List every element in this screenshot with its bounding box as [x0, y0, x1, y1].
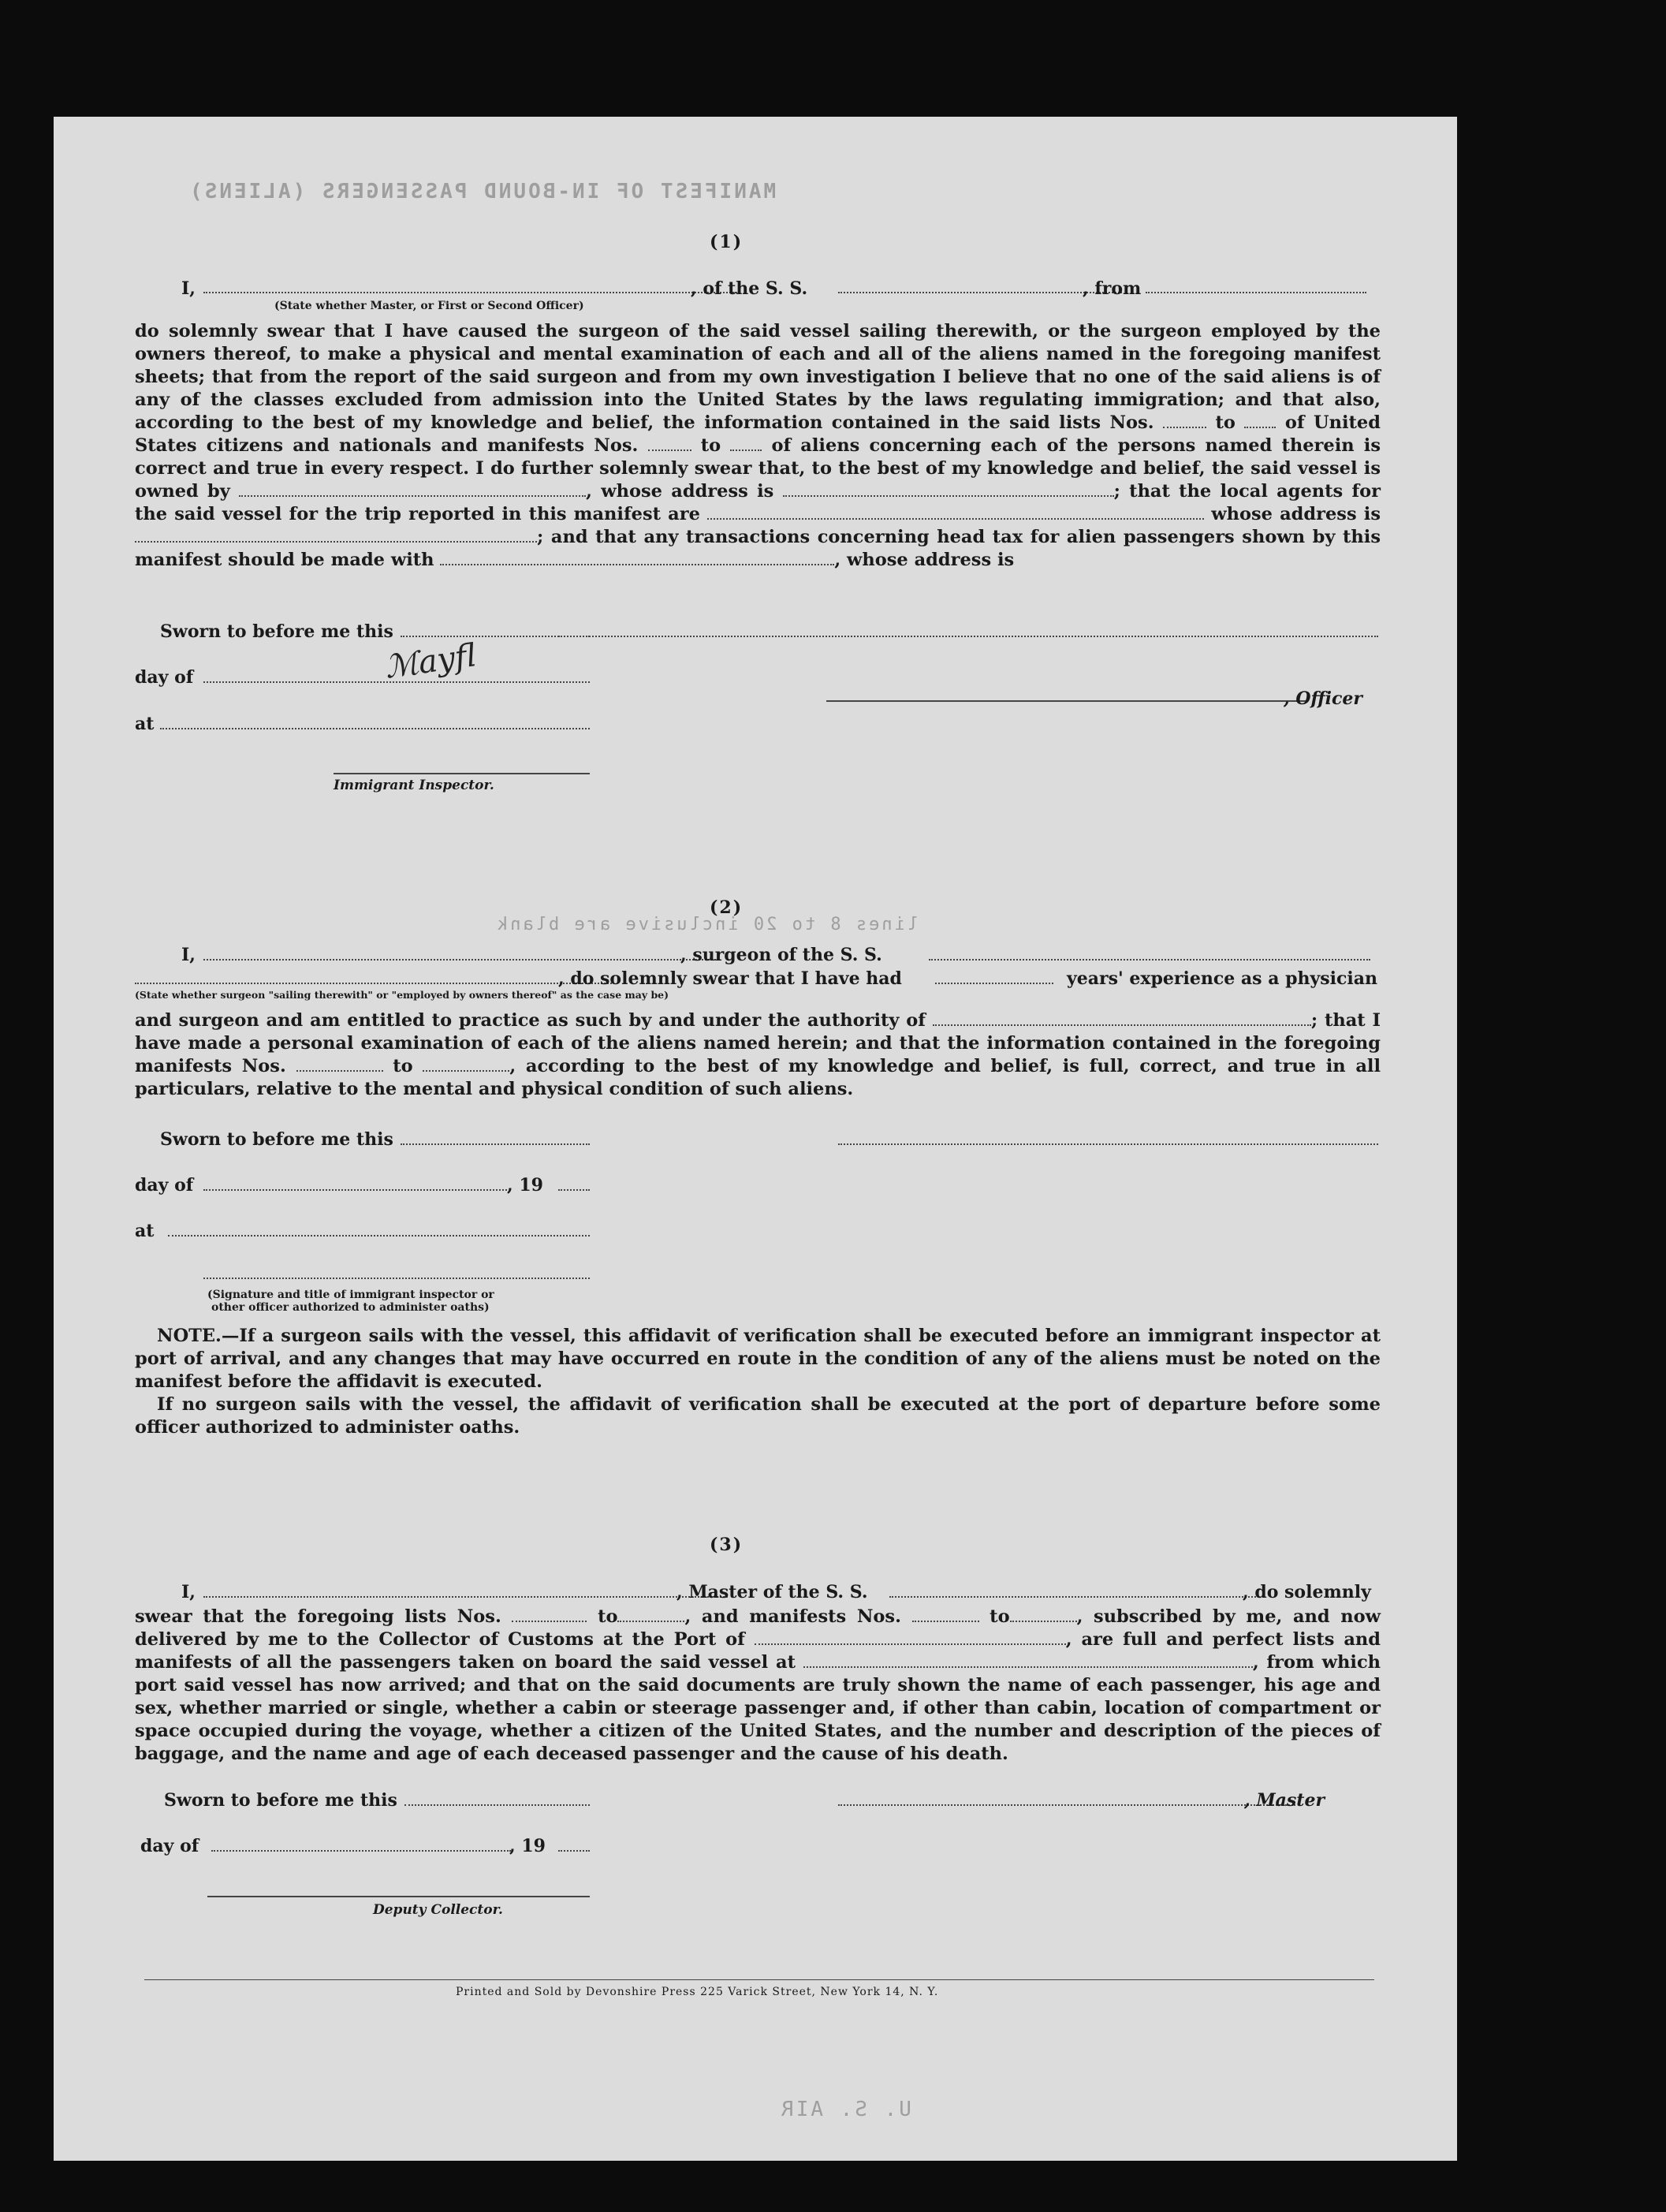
s3-sworn-field	[404, 1804, 590, 1806]
s2-inspector-line	[203, 1278, 590, 1279]
s3-do-solemnly: , do solemnly	[1243, 1582, 1371, 1602]
s3-text-d: port said vessel has now arrived; and that on the said documents are truly shown the name of each passenger, his age and sex, whether married or single, whether a cabin or steerage passenger and, if other than cabin, location of compartment or space occupied during the voyage, whether a citizen of the United States, and the number and description of the pieces of baggage, and the name and age of each deceased passenger and the cause of his death.	[135, 1675, 1381, 1764]
s3-name-field	[203, 1596, 728, 1598]
s1-inspector-line	[334, 773, 590, 774]
s3-master-of: , Master of the S. S.	[676, 1582, 868, 1602]
s3-to-2: to	[990, 1606, 1010, 1627]
s3-master-label: , Master	[1244, 1790, 1325, 1811]
s1-oath-text: do solemnly swear that I have caused the surgeon of the said vessel sailing therewith, or the surgeon employed by the owners thereof, to make a physical and mental examination of each and all of the aliens named in the foregoing manifest sheets; that from the report of the said surgeon and from my own investigation I believe that no one of the said aliens is of any of the classes excluded from admission into the United States by the laws regulating immigration; and that also, according to the best of my knowledge and belief, the information contained in the said lists Nos. to of United States citizens and nationals and manifests Nos. to of aliens concerning each of the persons named therein is correct and true in every respect. I do further solemnly swear that, to the best of my knowledge and belief, the said vessel is owned by , whose address is ; that the local agents for the said vessel for the trip reported in this manifest are whose address is ; and that any transactions concerning head tax for alien passengers shown by this manifest should be made with , whose address is	[135, 321, 1381, 570]
s1-day-of-label: day of	[135, 667, 194, 688]
s2-day-field	[203, 1189, 507, 1191]
s1-sworn-label: Sworn to before me this	[160, 621, 393, 642]
s2-sig-note-2: other officer authorized to administer oaths)	[211, 1301, 490, 1314]
s1-text-d: ; and that any transactions concerning head tax for alien passengers shown by this manifest should be made with	[135, 527, 1381, 570]
section-2-number: (2)	[710, 897, 744, 918]
s2-name-field	[203, 959, 716, 961]
bleed-through-title: MANIFEST OF IN-BOUND PASSENGERS (ALIENS)	[188, 180, 777, 203]
s2-text-b: that I have made a personal examination of each of the aliens named herein; and that the information contained in the foregoing manifests Nos.	[135, 1010, 1381, 1076]
manifest-page	[54, 117, 1457, 2161]
s1-text-b2: of aliens concerning each of the persons named therein is correct and true in every respect. I do further solemnly swear that, to the best of my knowledge and belief, the said vessel is owned by	[135, 435, 1381, 502]
s3-deputy-caption: Deputy Collector.	[373, 1902, 503, 1918]
s1-from-label: , from	[1083, 278, 1142, 299]
footer-rule	[144, 1979, 1374, 1980]
s3-and-manifests: , and manifests Nos.	[684, 1606, 901, 1627]
s3-text-c: manifests of all the passengers taken on board the said vessel at	[135, 1652, 796, 1673]
s1-officer-signature-line	[558, 636, 1378, 637]
s1-intro-i: I,	[181, 278, 196, 299]
s2-note-label: NOTE.	[157, 1326, 222, 1346]
bleed-through-bottom: U. S. AIR	[779, 2098, 911, 2121]
s2-text-a: and surgeon and am entitled to practice as such by and under the authority of	[135, 1010, 926, 1031]
s1-of-ss-label: , of the S. S.	[691, 278, 808, 299]
s1-at-label: at	[135, 714, 155, 734]
s1-at-field	[160, 728, 590, 729]
s2-note	[135, 1325, 1381, 1439]
s3-year-field	[558, 1850, 590, 1852]
s2-sworn-label: Sworn to before me this	[160, 1129, 393, 1150]
s3-day-field	[211, 1850, 511, 1852]
s1-officer-label: , Officer	[1284, 688, 1363, 709]
bleed-through-lines-note: lines 8 to 20 inclusive are blank	[495, 915, 919, 934]
s2-at-field	[168, 1235, 590, 1237]
s1-whose-2: whose address is	[1211, 504, 1381, 524]
s1-to-2: to	[700, 435, 721, 456]
s2-nineteen: , 19	[507, 1175, 543, 1196]
s1-text-b: of United States citizens and nationals and manifests Nos.	[135, 412, 1381, 456]
printer-imprint: Printed and Sold by Devonshire Press 225 Varick Street, New York 14, N. Y.	[456, 1986, 939, 1998]
s1-vessel-field	[838, 292, 1122, 293]
s2-i: I,	[181, 945, 196, 965]
s2-years-field	[935, 983, 1053, 984]
s1-text-c: that the local agents for the said vessel for the trip reported in this manifest are	[135, 481, 1381, 524]
s3-nineteen: , 19	[509, 1836, 546, 1856]
s1-officer-line	[826, 700, 1307, 702]
s2-text-c: , according to the best of my knowledge and belief, is full, correct, and true in all particulars, relative to the mental and physical condition of such aliens.	[135, 1056, 1381, 1099]
s1-whose-3: , whose address is	[834, 550, 1015, 570]
s3-vessel-field	[889, 1596, 1256, 1598]
s1-text-a: do solemnly swear that I have caused the surgeon of the said vessel sailing therewith, or the surgeon employed by the owners thereof, to make a physical and mental examination of each and all of the aliens named in the foregoing manifest sheets; that from the report of the said surgeon and from my own investigation I believe that no one of the said aliens is of any of the classes excluded from admission into the United States by the laws regulating immigration; and that also, according to the best of my knowledge and belief, the information contained in the said lists Nos.	[135, 321, 1381, 433]
s2-vessel-field	[929, 959, 1370, 961]
s2-at-label: at	[135, 1221, 155, 1241]
s2-years: years' experience as a physician	[1067, 968, 1378, 989]
s1-from-field	[1146, 292, 1366, 293]
s2-state-note: (State whether surgeon "sailing therewith" or "employed by owners thereof" as the case may be)	[135, 989, 669, 1001]
s2-note-1: —If a surgeon sails with the vessel, this affidavit of verification shall be executed before an immigrant inspector at port of arrival, and any changes that may have occurred en route in the condition of any of the aliens must be noted on the manifest before the affidavit is executed.	[135, 1326, 1381, 1392]
s3-to: to	[598, 1606, 618, 1627]
s2-oath-text: and surgeon and am entitled to practice as such by and under the authority of ; that I have made a personal examination of each of the aliens named herein; and that the information contained in the foregoing manifests Nos. to , according to the best of my knowledge and belief, is full, correct, and true in all particulars, relative to the mental and physical condition of such aliens.	[135, 1010, 1381, 1099]
s2-day-of-label: day of	[135, 1175, 194, 1196]
s1-whose: , whose address is	[586, 481, 774, 502]
s2-sig-note-1: (Signature and title of immigrant inspector or	[207, 1289, 494, 1301]
s3-day-of-label: day of	[140, 1836, 199, 1856]
s3-sworn-label: Sworn to before me this	[164, 1790, 397, 1811]
s2-surgeon-of: , surgeon of the S. S.	[680, 945, 882, 965]
s2-note-2: If no surgeon sails with the vessel, the affidavit of verification shall be executed at the port of departure before some officer authorized to administer oaths.	[135, 1394, 1381, 1438]
s2-surgeon-signature-line	[838, 1143, 1378, 1145]
section-3-number: (3)	[710, 1535, 744, 1555]
s1-officer-note: (State whether Master, or First or Second Officer)	[274, 300, 584, 312]
s3-text-a: swear that the foregoing lists Nos.	[135, 1606, 501, 1627]
s2-sworn-field	[401, 1143, 590, 1145]
s2-do-swear: , do solemnly swear that I have had	[558, 968, 902, 989]
s3-deputy-line	[207, 1896, 590, 1897]
s2-surgeon-type-field	[135, 983, 612, 984]
s1-officer-field	[203, 292, 740, 293]
inspector-handwritten-signature: ℳayfl	[382, 637, 479, 686]
section-1-number: (1)	[710, 232, 744, 252]
s2-to: to	[393, 1056, 413, 1076]
s1-inspector-caption: Immigrant Inspector.	[334, 778, 494, 793]
s3-master-signature-line	[838, 1804, 1295, 1806]
s3-text-b2: , are full and perfect lists and	[1065, 1629, 1381, 1650]
s3-subscribed: , subscribed by me, and now	[1076, 1606, 1381, 1627]
s1-to: to	[1215, 412, 1236, 433]
s2-year-field	[558, 1189, 590, 1191]
s3-i: I,	[181, 1582, 196, 1602]
s3-oath-text	[135, 1606, 1381, 1766]
s3-text-c2: , from which	[1252, 1652, 1381, 1673]
s3-text-b: delivered by me to the Collector of Customs at the Port of	[135, 1629, 745, 1650]
